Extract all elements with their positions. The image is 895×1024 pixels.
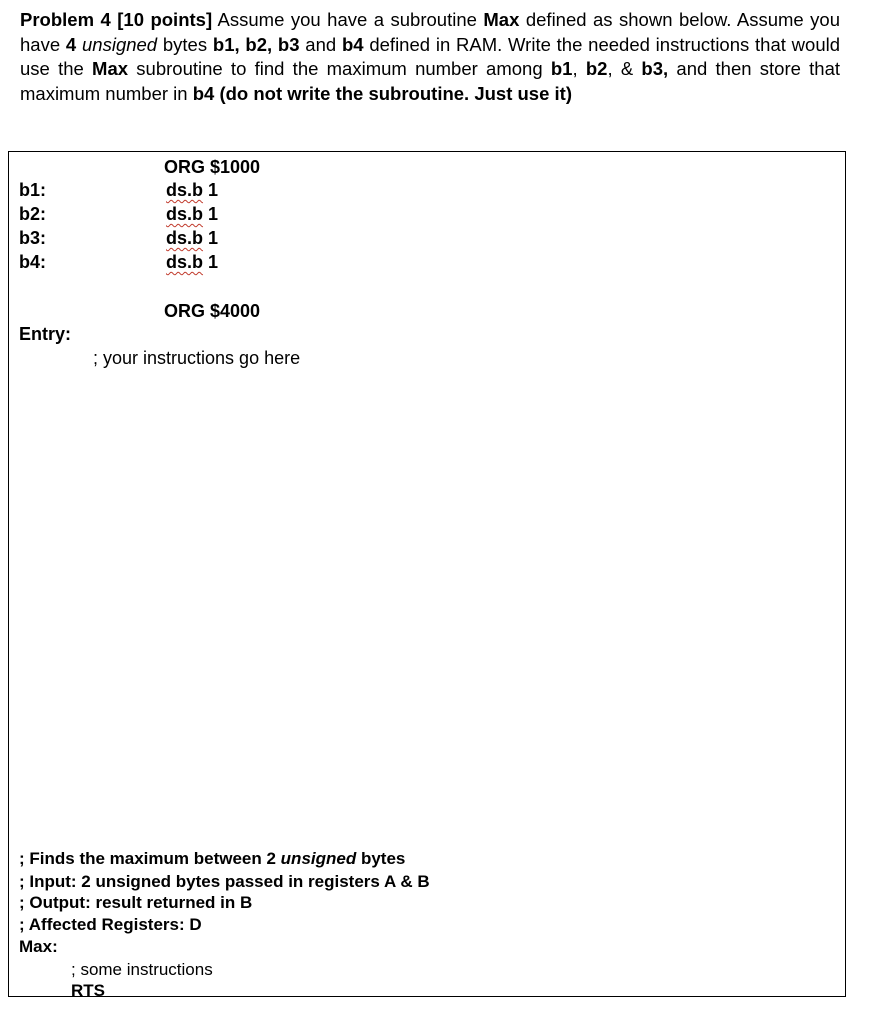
var-def-b1 bbox=[166, 179, 218, 201]
size: 1 bbox=[208, 204, 219, 224]
byte-name-b4: b4 bbox=[192, 82, 215, 104]
some-instructions-comment: ; some instructions bbox=[71, 960, 213, 979]
byte-name-b4: b4 bbox=[341, 33, 364, 55]
var-label-b1: b1: bbox=[19, 180, 46, 200]
problem-text: and then store that maximum number in bbox=[20, 58, 841, 104]
problem-text: bytes bbox=[157, 33, 213, 55]
size: 1 bbox=[208, 252, 219, 272]
instructions-placeholder: ; your instructions go here bbox=[93, 348, 301, 368]
instruction-note: (do not write the subroutine. Just use it) bbox=[219, 82, 572, 104]
rts-instruction: RTS bbox=[71, 981, 105, 1000]
code-box bbox=[8, 151, 846, 1000]
unsigned-emphasis: unsigned bbox=[82, 33, 158, 55]
comment-text: bytes bbox=[356, 849, 406, 868]
org-directive: ORG $4000 bbox=[164, 301, 261, 321]
byte-name-b3: b3, bbox=[641, 58, 669, 79]
comment-text: ; Finds the maximum between 2 bbox=[19, 849, 281, 868]
byte-name-b1: b1 bbox=[550, 58, 573, 79]
comment-line: ; Affected Registers: D bbox=[19, 915, 202, 934]
org-directive: ORG $1000 bbox=[164, 157, 261, 177]
max-label: Max: bbox=[19, 937, 58, 956]
problem-text: defined as shown below. Assume you have bbox=[20, 9, 840, 55]
comment-line: ; Input: 2 unsigned bytes passed in registers A & B bbox=[19, 872, 430, 891]
problem-heading: Problem 4 [10 points] bbox=[20, 9, 213, 30]
comment-line: ; Output: result returned in B bbox=[19, 893, 253, 912]
var-def-b3 bbox=[166, 227, 218, 249]
var-def-b4 bbox=[166, 251, 218, 273]
var-def-b2 bbox=[166, 203, 218, 225]
var-label-b2: b2: bbox=[19, 204, 46, 224]
directive: ds.b bbox=[166, 252, 204, 272]
var-label-b3: b3: bbox=[19, 228, 46, 248]
directive: ds.b bbox=[166, 204, 204, 224]
byte-names: b1, b2, b3 bbox=[212, 33, 300, 55]
problem-text: , bbox=[572, 58, 586, 79]
byte-count: 4 bbox=[65, 33, 77, 55]
entry-label: Entry: bbox=[19, 324, 72, 344]
comment-line bbox=[19, 848, 405, 870]
size: 1 bbox=[208, 228, 219, 248]
var-label-b4: b4: bbox=[19, 252, 46, 272]
problem-text: Assume you have a subroutine bbox=[212, 9, 484, 30]
problem-text: subroutine to find the maximum number among bbox=[128, 58, 551, 79]
subroutine-name: Max bbox=[483, 9, 520, 30]
byte-name-b2: b2 bbox=[585, 58, 608, 79]
problem-text: defined in RAM. Write the needed instructions that would use the bbox=[20, 33, 841, 79]
directive: ds.b bbox=[166, 228, 204, 248]
problem-text: , & bbox=[607, 58, 642, 79]
subroutine-name: Max bbox=[92, 58, 129, 79]
size: 1 bbox=[208, 180, 219, 200]
problem-statement bbox=[20, 8, 840, 106]
comment-emphasis: unsigned bbox=[280, 849, 357, 868]
directive: ds.b bbox=[166, 180, 204, 200]
problem-text: and bbox=[299, 33, 342, 55]
